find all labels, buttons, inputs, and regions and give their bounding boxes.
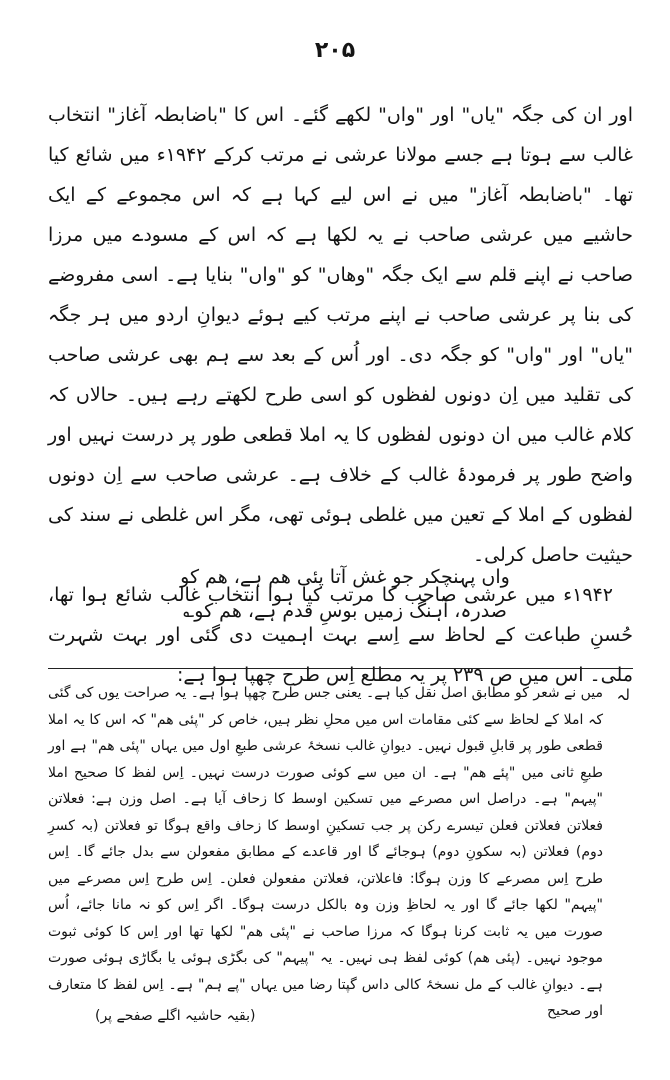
footnote-divider	[48, 668, 633, 669]
footnote-paragraph: میں نے شعر کو مطابق اصل نقل کیا ہے۔ یعنی جس طرح چھپا ہوا ہے۔ یہ صراحت یوں کی گئی کہ املا کے لحاظ سے کئی مقامات اس میں محلِ نظر ہیں، خاص کر "پئی ھم" کہ اس کا یہ املا قطعی طور پر قابلِ قبول نہیں۔ دیوانِ غالب نسخۂ عرشی طبعِ اول میں یہاں "پئی ھم" ہے اور طبعِ ثانی میں "پئے ھم" ہے۔ ان میں سے کوئی صورت درست نہیں۔ اِس لفظ کا صحیح املا "پیہم" ہے۔ دراصل اس مصرعے میں تسکین اوسط کا زحاف آیا ہے۔ اصل وزن ہے: فعلاتن فعلاتن فعلاتن فعلن تیسرے رکن پر جب تسکینِ اوسط کا زحاف واقع ہوگا تو فعلاتن (بہ کسرِ دوم) فعلاتن (بہ سکونِ دوم) ہوجائے گا اور قاعدے کے مطابق مفعولن سے بدل جائے گا۔ اِس طرح اِس مصرعے کا وزن ہوگا: فاعلاتن، فعلاتن مفعولن فعلن۔ اِس طرح اِس مصرعے میں "پیہم" لکھا جائے گا اور یہ لحاظِ وزن وہ بالکل درست ہوگا۔ اگر اِس کو نہ مانا جائے، اُس صورت میں یہ ثابت کرنا ہوگا کہ مرزا صاحب نے "پئی ھم" لکھا تھا اور اِس کا کوئی ثبوت موجود نہیں۔ (پئی ھم) کوئی لفظ ہی نہیں۔ یہ "پیہم" کی بگڑی ہوئی یا بگاڑی ہوئی صورت ہے۔ دیوانِ غالب کے مل نسخۂ کالی داس گپتا رضا میں یہاں "پے ہم" ہے۔ اِس لفظ کا متعارف اور صحیح	[48, 685, 603, 1019]
footnote-continued-note: (بقیہ حاشیہ اگلے صفحے پر)	[95, 1008, 256, 1024]
page-number: ۲۰۵	[314, 38, 356, 63]
footnote-text	[48, 680, 603, 1025]
paragraph-2: ۱۹۴۲ء میں عرشی صاحب کا مرتب کیا ہوا انتخاب غالب شائع ہوا تھا، حُسنِ طباعت کے لحاظ سے اِسے بہت اہمیت دی گئی اور بہت شہرت ملی۔ اس میں ص ۲۳۹ پر یہ مطلع اِس طرح چھپا ہوا ہے:	[48, 584, 633, 686]
verse-couplet	[180, 560, 510, 628]
verse-line-1: واں پہنچکر جو غش آتا پئی ھم ہے، ھم کو	[180, 566, 510, 588]
paragraph-1: اور ان کی جگہ "یاں" اور "واں" لکھے گئے۔ اس کا "باضابطہ آغاز" انتخاب غالب سے ہوتا ہے جسے مولانا عرشی نے مرتب کرکے ۱۹۴۲ء میں شائع کیا تھا۔ "باضابطہ آغاز" میں نے اس لیے کہا ہے کہ اس مجموعے کے ایک حاشیے میں عرشی صاحب نے یہ لکھا ہے کہ اس کے مسودے میں مرزا صاحب نے اپنے قلم سے ایک جگہ "وھاں" کو "واں" بنایا ہے۔ اسی مفروضے کی بنا پر عرشی صاحب نے اپنے مرتب کیے ہوئے دیوانِ اردو میں ہر جگہ "یاں" اور "واں" کو جگہ دی۔ اور اُس کے بعد سے ہم بھی عرشی صاحب کی تقلید میں اِن دونوں لفظوں کو اسی طرح لکھتے رہے ہیں۔ حالاں کہ کلام غالب میں ان دونوں لفظوں کا یہ املا قطعی طور پر درست نہیں اور واضح طور پر فرمودۂ غالب کے خلاف ہے۔ عرشی صاحب سے اِن دونوں لفظوں کے املا کے تعین میں غلطی ہوئی تھی، مگر اس غلطی نے سند کی حیثیت حاصل کرلی۔	[48, 104, 633, 566]
footnote-marker: لہ	[616, 686, 630, 704]
verse-line-2: صدرہ، آہنگ زمیں بوسِ قدم ہے، ھم کو؎	[183, 600, 507, 622]
